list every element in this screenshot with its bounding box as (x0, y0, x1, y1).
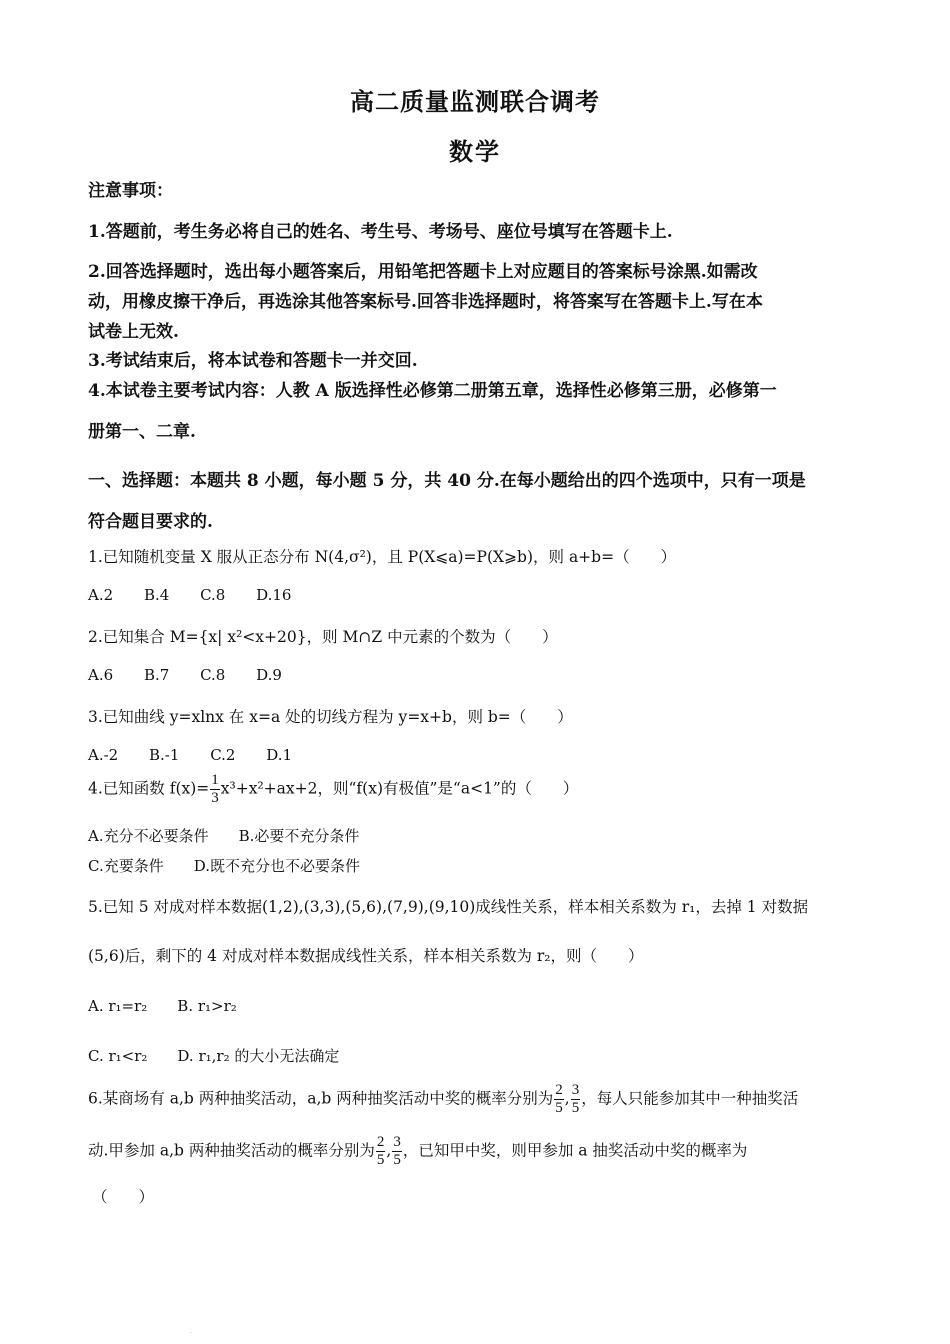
q2-option-a: A.6 (88, 666, 114, 684)
q6-fraction-c-denominator: 5 (376, 1152, 385, 1168)
question-4-options-line-2: C.充要条件 D.既不充分也不必要条件 (88, 857, 360, 875)
q4-fraction-numerator: 1 (211, 772, 219, 788)
notice-item-2-line-3: 试卷上无效. (88, 322, 179, 342)
q6-fraction-c-numerator: 2 (376, 1134, 385, 1150)
question-6-line-1: 6.某商场有 a,b 两种抽奖活动，a,b 两种抽奖活动中奖的概率分别为 $\frac{2}{5}$ , $\frac{3}{5}$ ，每人只能参加其中一种抽奖活 (88, 1082, 799, 1116)
question-6-answer-blank: （ ） (92, 1188, 155, 1206)
question-2-options (88, 666, 282, 684)
question-4-stem (88, 772, 578, 807)
q6-line-1-suffix: ，每人只能参加其中一种抽奖活 (581, 1089, 799, 1108)
question-6-line-2: 动.甲参加 a,b 两种抽奖活动的概率分别为 $\frac{2}{5}$ , $\frac{3}{5}$ ，已知甲中奖，则甲参加 a 抽奖活动中奖的概率为 (88, 1134, 748, 1168)
notice-item-3: 3.考试结束后，将本试卷和答题卡一并交回. (88, 351, 418, 371)
question-5-options-line-2: C. r₁<r₂ D. r₁,r₂ 的大小无法确定 (88, 1047, 340, 1065)
q6-fraction-a (554, 1082, 564, 1117)
q3-option-a: A.-2 (88, 746, 119, 764)
q6-line-2-suffix: ，已知甲中奖，则甲参加 a 抽奖活动中奖的概率为 (402, 1141, 748, 1160)
q6-fraction-a-denominator: 5 (555, 1100, 563, 1116)
q3-option-d: D.1 (266, 746, 293, 764)
notice-item-2-line-1: 2.回答选择题时，选出每小题答案后，用铅笔把答题卡上对应题目的答案标号涂黑.如需改 (88, 262, 758, 282)
q3-option-b: B.-1 (149, 746, 180, 764)
subject-title: 数学 (449, 137, 501, 166)
notice-item-4-line-1: 4.本试卷主要考试内容：人教 A 版选择性必修第二册第五章，选择性必修第三册，必修第一 (88, 381, 777, 401)
q2-option-b: B.7 (143, 666, 170, 684)
q6-line-2-prefix: 动.甲参加 a,b 两种抽奖活动的概率分别为 (88, 1141, 375, 1160)
footer-mark: . (190, 1328, 192, 1335)
question-1-options (88, 586, 291, 604)
question-1-stem: 1.已知随机变量 X 服从正态分布 N(4,σ²)，且 P(X⩽a)=P(X⩾b)，则 a+b=（ ） (88, 548, 677, 566)
question-5-line-2: (5,6)后，剩下的 4 对成对样本数据成线性关系，样本相关系数为 r₂，则（ ） (88, 947, 644, 965)
q1-option-d: D.16 (256, 586, 292, 604)
question-5-options-line-1: A. r₁=r₂ B. r₁>r₂ (88, 997, 237, 1015)
q6-line-1-prefix: 6.某商场有 a,b 两种抽奖活动，a,b 两种抽奖活动中奖的概率分别为 (88, 1089, 554, 1108)
q6-fraction-d-numerator: 3 (393, 1134, 401, 1150)
notice-item-4-line-2: 册第一、二章. (88, 422, 196, 442)
q4-fraction (210, 772, 220, 807)
section-heading-line-1: 一、选择题：本题共 8 小题，每小题 5 分，共 40 分.在每小题给出的四个选项中，只有一项是 (88, 471, 806, 491)
q3-option-c: C.2 (210, 746, 236, 764)
q6-fraction-c (376, 1134, 386, 1169)
q4-stem-suffix: x³+x²+ax+2，则“f(x)有极值”是“a<1”的（ ） (220, 779, 579, 798)
notice-heading: 注意事项： (88, 181, 173, 201)
q1-option-c: C.8 (200, 586, 226, 604)
notice-item-2-line-2: 动，用橡皮擦干净后，再选涂其他答案标号.回答非选择题时，将答案写在答题卡上.写在本 (88, 292, 763, 312)
q4-stem-prefix: 4.已知函数 f(x)= (88, 779, 210, 798)
q6-fraction-b-denominator: 5 (571, 1100, 580, 1116)
q2-option-d: D.9 (256, 666, 282, 684)
q4-fraction-denominator: 3 (211, 790, 219, 806)
question-5-line-1: 5.已知 5 对成对样本数据(1,2),(3,3),(5,6),(7,9),(9,10)成线性关系，样本相关系数为 r₁，去掉 1 对数据 (88, 898, 809, 916)
notice-item-1: 1.答题前，考生务必将自己的姓名、考生号、考场号、座位号填写在答题卡上. (88, 222, 673, 242)
question-3-options (88, 746, 292, 764)
q6-fraction-d-denominator: 5 (393, 1152, 401, 1168)
q1-option-a: A.2 (88, 586, 114, 604)
q6-fraction-b (571, 1082, 581, 1117)
exam-title: 高二质量监测联合调考 (350, 87, 600, 116)
section-heading-line-2: 符合题目要求的. (88, 512, 213, 532)
question-4-options-line-1: A.充分不必要条件 B.必要不充分条件 (88, 827, 360, 845)
question-2-stem: 2.已知集合 M={x| x²<x+20}，则 M∩Z 中元素的个数为（ ） (88, 628, 558, 646)
q6-fraction-a-numerator: 2 (555, 1082, 563, 1098)
question-3-stem: 3.已知曲线 y=xlnx 在 x=a 处的切线方程为 y=x+b，则 b=（ ） (88, 708, 573, 726)
q6-fraction-b-numerator: 3 (571, 1082, 580, 1098)
q2-option-c: C.8 (200, 666, 226, 684)
q6-fraction-d (392, 1134, 402, 1169)
q1-option-b: B.4 (143, 586, 170, 604)
